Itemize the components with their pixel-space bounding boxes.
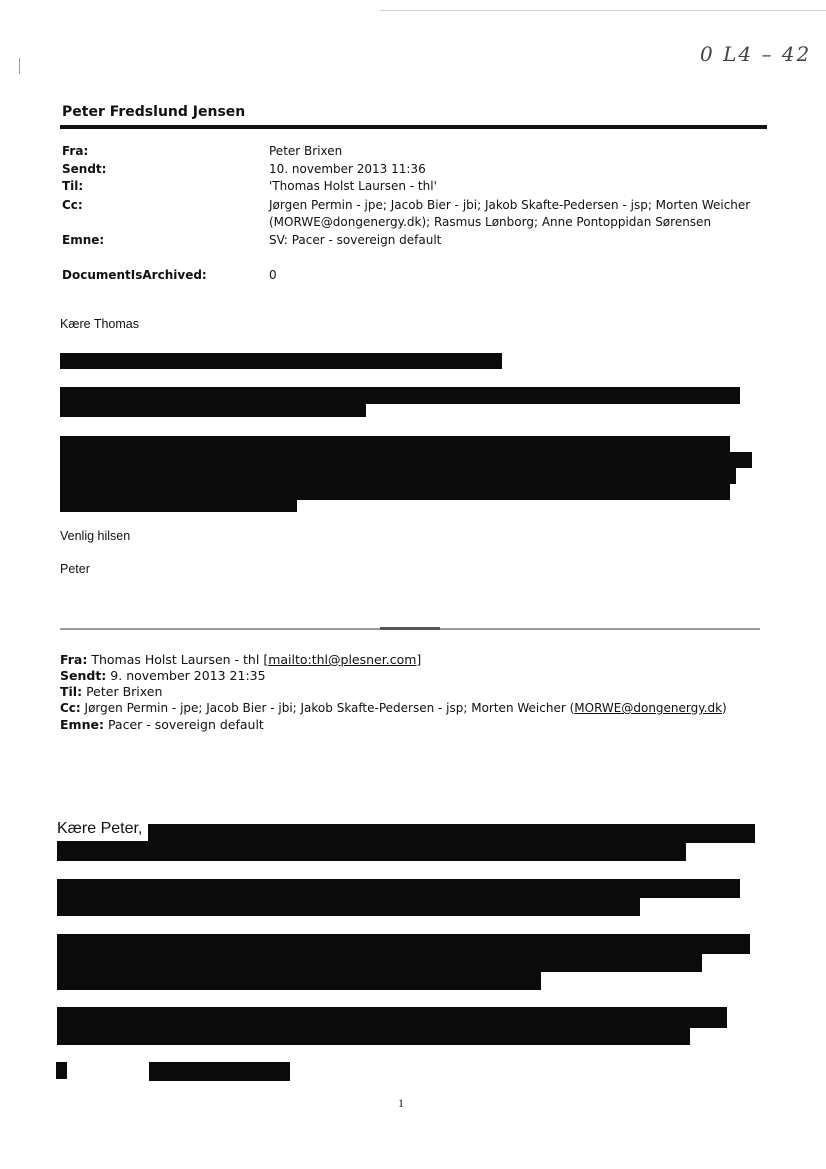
quoted-sent-value: 9. november 2013 21:35 xyxy=(110,668,266,683)
quoted-from-value: Thomas Holst Laursen - thl xyxy=(91,652,260,667)
redaction-block xyxy=(149,1062,290,1081)
redaction-block xyxy=(57,1007,727,1028)
redaction-block xyxy=(60,387,740,404)
handwritten-note: 0 L4 – 42 xyxy=(700,42,812,66)
signature: Peter xyxy=(60,562,90,576)
redaction-block xyxy=(56,1062,67,1079)
subject-value: SV: Pacer - sovereign default xyxy=(269,233,442,247)
cc-label: Cc: xyxy=(62,198,83,212)
redaction-block xyxy=(57,896,640,916)
redaction-block xyxy=(57,952,702,972)
quoted-to-line xyxy=(60,683,162,700)
from-value: Peter Brixen xyxy=(269,144,343,158)
from-label: Fra: xyxy=(62,144,89,158)
quoted-subject-label: Emne: xyxy=(60,717,104,732)
cc-value-line1: Jørgen Permin - jpe; Jacob Bier - jbi; Jakob Skafte-Pedersen - jsp; Morten Weicher xyxy=(269,198,751,212)
redaction-block xyxy=(57,970,541,990)
redaction-block xyxy=(57,841,686,861)
page-number: 1 xyxy=(398,1096,404,1110)
quoted-mailto-link[interactable]: [mailto:thl@plesner.com] xyxy=(263,652,422,667)
scan-top-line xyxy=(380,10,826,11)
redaction-block xyxy=(60,353,502,369)
to-label: Til: xyxy=(62,179,84,193)
cc-value-line2: (MORWE@dongenergy.dk); Rasmus Lønborg; Anne Pontoppidan Sørensen xyxy=(269,215,712,229)
owner-rule xyxy=(60,125,767,129)
redaction-block xyxy=(57,934,750,954)
mailbox-owner-name: Peter Fredslund Jensen xyxy=(62,104,246,120)
quoted-sent-line xyxy=(60,667,266,684)
quoted-subject-value: Pacer - sovereign default xyxy=(107,717,264,732)
quoted-from-line xyxy=(60,651,421,668)
quoted-cc-close: ) xyxy=(722,701,727,715)
separator-mark xyxy=(380,627,440,630)
quoted-cc-label: Cc: xyxy=(60,701,81,715)
quoted-cc-link[interactable]: MORWE@dongenergy.dk xyxy=(574,701,723,715)
redaction-block xyxy=(60,452,752,468)
redaction-block xyxy=(57,1026,690,1045)
sent-label: Sendt: xyxy=(62,162,107,176)
subject-label: Emne: xyxy=(62,233,105,247)
quoted-greeting: Kære Peter, xyxy=(57,820,143,837)
scan-margin-mark xyxy=(19,58,20,74)
quoted-to-value: Peter Brixen xyxy=(86,684,163,699)
redaction-block xyxy=(60,467,736,484)
quoted-cc-value: Jørgen Permin - jpe; Jacob Bier - jbi; Jakob Skafte-Pedersen - jsp; Morten Weicher ( xyxy=(84,701,575,715)
closing: Venlig hilsen xyxy=(60,529,131,543)
to-value: 'Thomas Holst Laursen - thl' xyxy=(269,179,437,193)
quoted-to-label: Til: xyxy=(60,684,83,699)
redaction-block xyxy=(60,498,297,512)
quoted-cc-line xyxy=(60,700,727,717)
quoted-from-label: Fra: xyxy=(60,652,88,667)
greeting: Kære Thomas xyxy=(60,317,139,331)
quoted-sent-label: Sendt: xyxy=(60,668,107,683)
archived-value: 0 xyxy=(269,268,277,282)
sent-value: 10. november 2013 11:36 xyxy=(269,162,426,176)
archived-label: DocumentIsArchived: xyxy=(62,268,207,282)
redaction-block xyxy=(60,403,366,417)
quoted-subject-line xyxy=(60,716,264,733)
